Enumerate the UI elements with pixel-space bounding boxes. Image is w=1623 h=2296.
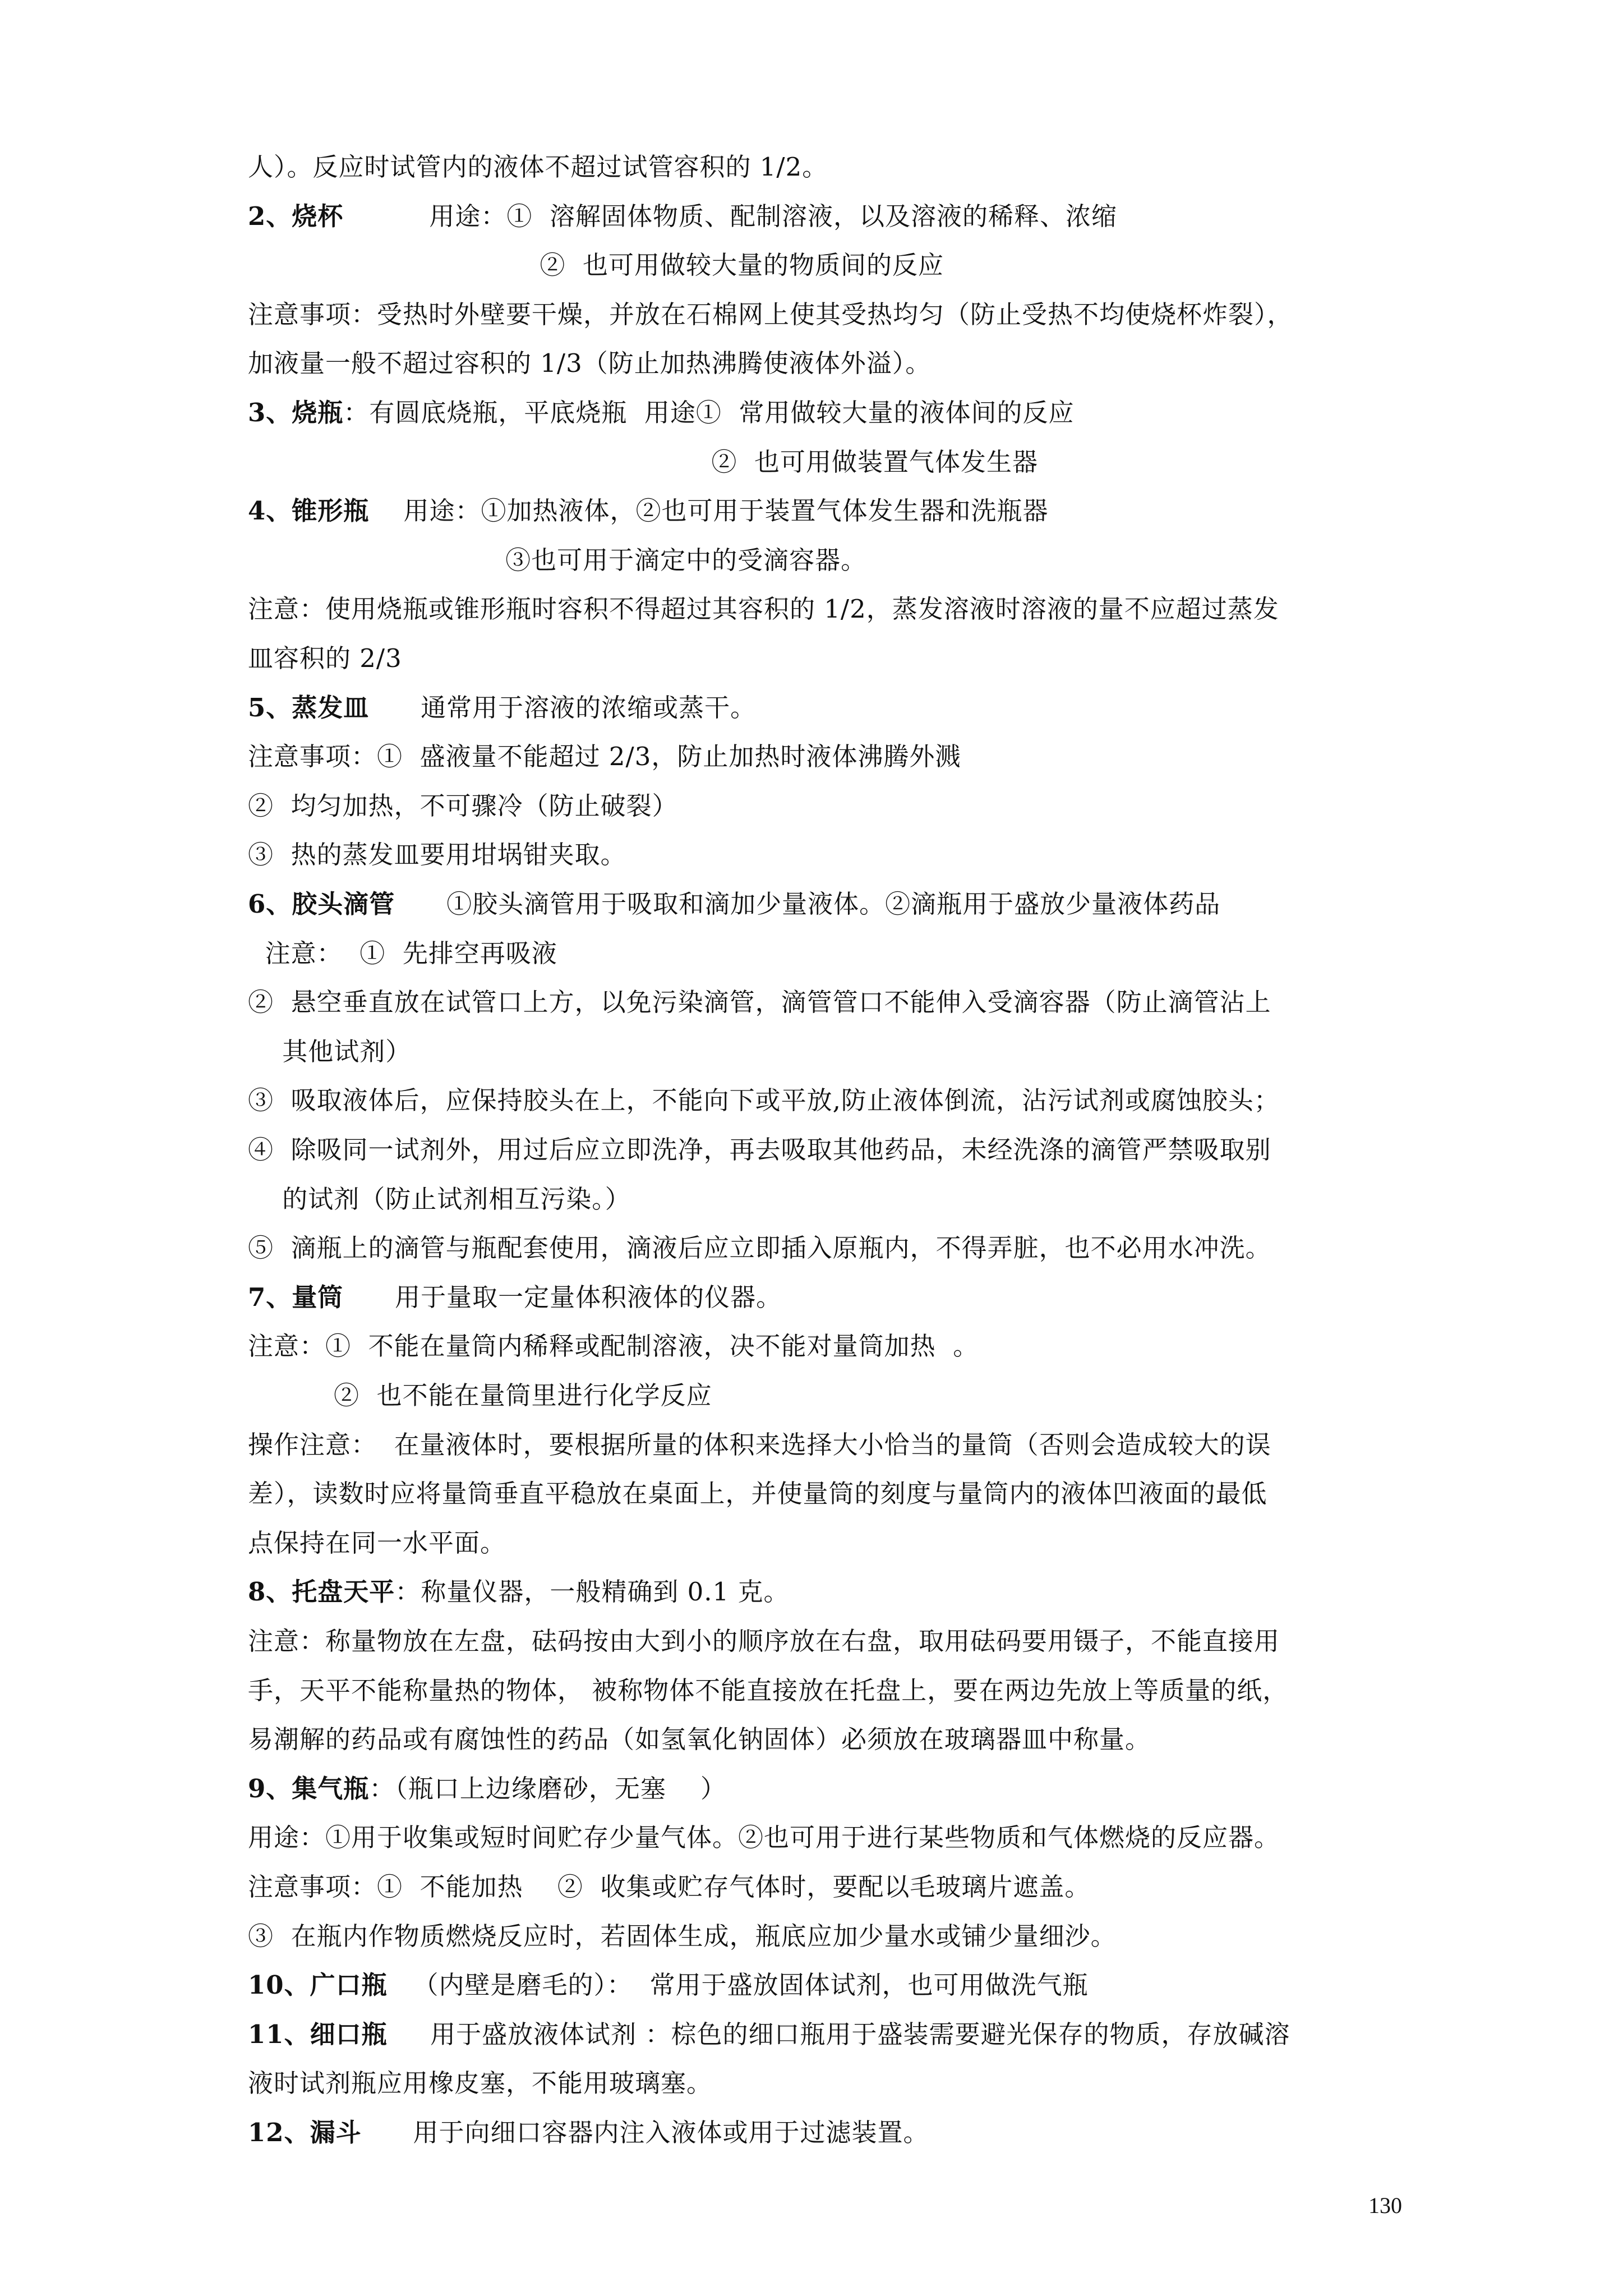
line-text: ③也可用于滴定中的受滴容器。 <box>248 545 867 575</box>
line-text: 液时试剂瓶应用橡皮塞，不能用玻璃塞。 <box>248 2068 713 2098</box>
line-text: ② 悬空垂直放在试管口上方，以免污染滴管，滴管管口不能伸入受滴容器（防止滴管沾上 <box>248 987 1271 1017</box>
text-line <box>248 298 1293 332</box>
line-text: 用于盛放液体试剂 ：棕色的细口瓶用于盛装需要避光保存的物质，存放碱溶 <box>387 2019 1290 2049</box>
line-text: 易潮解的药品或有腐蚀性的药品（如氢氧化钠固体）必须放在玻璃器皿中称量。 <box>248 1724 1151 1754</box>
text-line <box>248 1723 1151 1756</box>
line-text: ② 也不能在量筒里进行化学反应 <box>248 1381 712 1410</box>
line-text: 用于向细口容器内注入液体或用于过滤装置。 <box>361 2118 929 2147</box>
line-text: ①胶头滴管用于吸取和滴加少量液体。②滴瓶用于盛放少量液体药品 <box>395 889 1221 919</box>
text-line <box>248 1035 411 1069</box>
line-text: 其他试剂） <box>248 1037 412 1066</box>
text-line <box>248 445 1038 479</box>
line-text: 点保持在同一水平面。 <box>248 1528 506 1558</box>
section-heading-line <box>248 1281 782 1314</box>
text-line <box>248 544 866 577</box>
text-line <box>248 150 828 184</box>
section-heading: 3、烧瓶 <box>248 398 344 427</box>
line-text: 注意：使用烧瓶或锥形瓶时容积不得超过其容积的 1/2，蒸发溶液时溶液的量不应超过蒸发 <box>248 594 1279 624</box>
text-line <box>248 1182 631 1216</box>
line-text: 注意事项：① 不能加热 ② 收集或贮存气体时，要配以毛玻璃片遮盖。 <box>248 1872 1091 1902</box>
line-text: ② 均匀加热，不可骤冷（防止破裂） <box>248 791 678 821</box>
line-text: 用途：①加热液体，②也可用于装置气体发生器和洗瓶器 <box>369 496 1049 526</box>
text-line <box>248 937 557 970</box>
text-line <box>248 249 944 282</box>
text-line <box>248 1625 1280 1658</box>
line-text: ：称量仪器，一般精确到 0.1 克。 <box>395 1577 790 1607</box>
line-text: 注意事项：① 盛液量不能超过 2/3，防止加热时液体沸腾外溅 <box>248 742 961 771</box>
section-heading: 11、细口瓶 <box>248 2019 388 2049</box>
section-heading: 5、蒸发皿 <box>248 693 370 723</box>
text-line <box>248 986 1271 1019</box>
line-text: 的试剂（防止试剂相互污染。） <box>248 1184 631 1214</box>
line-text: ③ 吸取液体后，应保持胶头在上，不能向下或平放,防止液体倒流，沾污试剂或腐蚀胶头； <box>248 1085 1280 1115</box>
section-heading: 12、漏斗 <box>248 2118 362 2147</box>
text-line <box>248 1526 506 1560</box>
line-text: ：有圆底烧瓶，平底烧瓶 用途① 常用做较大量的液体间的反应 <box>343 398 1075 427</box>
section-heading-line <box>248 1575 790 1609</box>
text-line <box>248 1920 1117 1953</box>
line-text: 注意：称量物放在左盘，砝码按由大到小的顺序放在右盘，取用砝码要用镊子，不能直接用 <box>248 1626 1280 1656</box>
section-heading-line <box>248 691 756 725</box>
line-text: ：（瓶口上边缘磨砂，无塞 ） <box>369 1774 727 1803</box>
line-text: 注意： ① 先排空再吸液 <box>248 938 557 968</box>
text-line <box>248 592 1279 626</box>
section-heading-line <box>248 396 1075 430</box>
line-text: 用途：①用于收集或短时间贮存少量气体。②也可用于进行某些物质和气体燃烧的反应器。 <box>248 1823 1280 1852</box>
line-text: 皿容积的 2/3 <box>248 643 402 673</box>
line-text: 用途：① 溶解固体物质、配制溶液，以及溶液的稀释、浓缩 <box>343 201 1117 231</box>
line-text: ③ 在瓶内作物质燃烧反应时，若固体生成，瓶底应加少量水或铺少量细沙。 <box>248 1921 1117 1951</box>
line-text: 加液量一般不超过容积的 1/3（防止加热沸腾使液体外溢）。 <box>248 348 932 378</box>
text-line <box>248 1870 1090 1904</box>
text-line <box>248 1428 1271 1462</box>
line-text: 用于量取一定量体积液体的仪器。 <box>343 1282 782 1312</box>
line-text: ④ 除吸同一试剂外，用过后应立即洗净，再去吸取其他药品，未经洗涤的滴管严禁吸取别 <box>248 1135 1271 1165</box>
section-heading: 2、烧杯 <box>248 201 344 231</box>
text-line <box>248 1477 1267 1511</box>
text-line <box>248 642 402 675</box>
text-line <box>248 1379 712 1412</box>
line-text: 手，天平不能称量热的物体， 被称物体不能直接放在托盘上，要在两边先放上等质量的纸， <box>248 1676 1289 1705</box>
line-text: ⑤ 滴瓶上的滴管与瓶配套使用，滴液后应立即插入原瓶内，不得弄脏，也不必用水冲洗。 <box>248 1233 1271 1263</box>
line-text: （内壁是磨毛的）： 常用于盛放固体试剂，也可用做洗气瓶 <box>387 1970 1089 2000</box>
line-text: 注意事项：受热时外壁要干燥，并放在石棉网上使其受热均匀（防止受热不均使烧杯炸裂）， <box>248 300 1293 329</box>
text-line <box>248 2067 712 2100</box>
text-line <box>248 1133 1271 1167</box>
line-text: ② 也可用做装置气体发生器 <box>248 447 1039 477</box>
line-text: 注意：① 不能在量筒内稀释或配制溶液，决不能对量筒加热 。 <box>248 1331 979 1361</box>
section-heading-line <box>248 2018 1290 2051</box>
section-heading-line <box>248 887 1220 921</box>
text-line <box>248 838 626 872</box>
text-line <box>248 1821 1280 1855</box>
section-heading: 10、广口瓶 <box>248 1970 388 2000</box>
section-heading-line <box>248 494 1049 528</box>
text-line <box>248 1329 979 1363</box>
text-line <box>248 1231 1271 1265</box>
section-heading: 8、托盘天平 <box>248 1577 395 1607</box>
text-line <box>248 740 961 774</box>
line-text: 操作注意： 在量液体时，要根据所量的体积来选择大小恰当的量筒（否则会造成较大的误 <box>248 1430 1271 1460</box>
line-text: 通常用于溶液的浓缩或蒸干。 <box>369 693 757 723</box>
page-number: 130 <box>1368 2193 1402 2218</box>
text-line <box>248 1674 1288 1708</box>
line-text: 差），读数时应将量筒垂直平稳放在桌面上，并使量筒的刻度与量筒内的液体凹液面的最低 <box>248 1479 1267 1508</box>
line-text: ② 也可用做较大量的物质间的反应 <box>248 250 944 280</box>
text-line <box>248 347 931 380</box>
section-heading: 4、锥形瓶 <box>248 496 370 526</box>
section-heading-line <box>248 200 1117 233</box>
section-heading: 7、量筒 <box>248 1282 344 1312</box>
section-heading-line <box>248 1772 726 1806</box>
section-heading-line <box>248 2116 929 2150</box>
section-heading-line <box>248 1968 1089 2002</box>
section-heading: 9、集气瓶 <box>248 1774 370 1803</box>
text-line <box>248 789 678 823</box>
line-text: ③ 热的蒸发皿要用坩埚钳夹取。 <box>248 840 626 869</box>
text-line <box>248 1084 1280 1117</box>
section-heading: 6、胶头滴管 <box>248 889 395 919</box>
line-text: 人）。反应时试管内的液体不超过试管容积的 1/2。 <box>248 152 828 182</box>
